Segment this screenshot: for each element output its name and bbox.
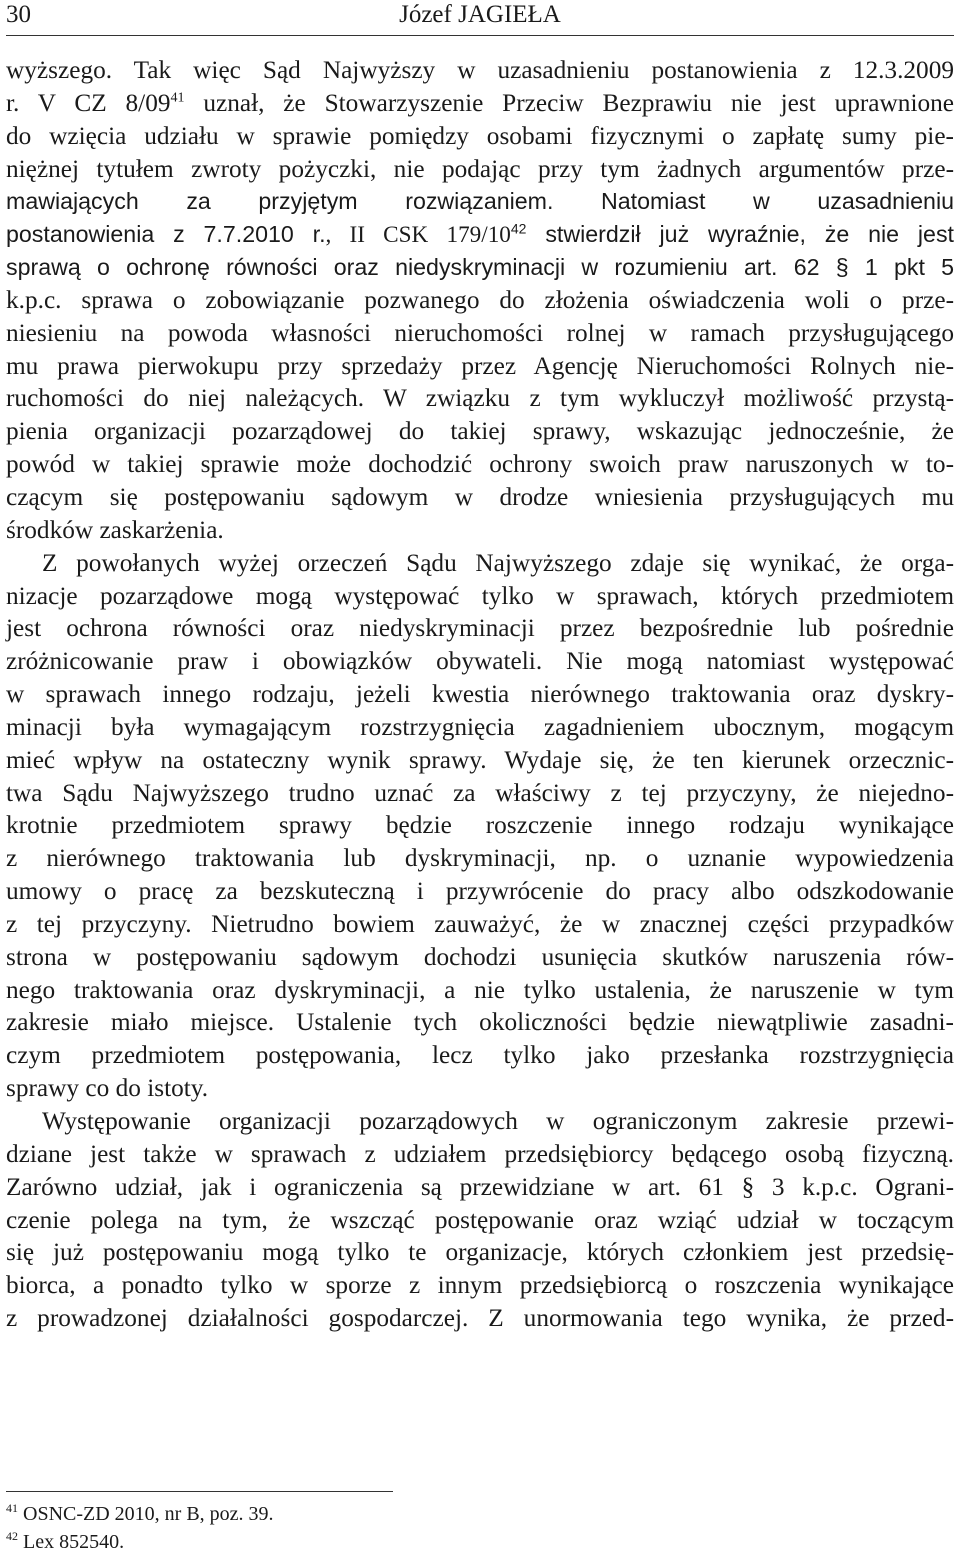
footnote-rule <box>6 1491 393 1492</box>
text-line: twa Sądu Najwyższego trudno uznać za właściwy z tej przyczyny, że niejedno- <box>6 778 954 807</box>
text-line: postanowienia z 7.7.2010 r., II CSK 179/10$^{42}$ stwierdził już wyraźnie, że nie jest <box>6 220 954 249</box>
author-name: Józef JAGIEŁA <box>399 1 561 28</box>
footnote-42: $^{42}$ Lex 852540. <box>6 1529 125 1553</box>
text-line: zróżnicowanie praw i obowiązków obywateli. Nie mogą natomiast występować <box>6 647 954 676</box>
text-line: mawiających za przyjętym rozwiązaniem. Natomiast w uzasadnieniu <box>6 188 954 215</box>
text-line: ruchomości do niej należących. W związku z tym wykluczył możliwość przystą- <box>6 384 954 413</box>
text-line: minacji była wymagającym rozstrzygnięcia zagadnieniem ubocznym, mogącym <box>6 712 954 741</box>
text-line: w sprawach innego rodzaju, jeżeli kwestia nierównego traktowania oraz dyskry- <box>6 680 954 709</box>
text-line: czym przedmiotem postępowania, lecz tylko jako przesłanka rozstrzygnięcia <box>6 1041 954 1070</box>
text-line: z tej przyczyny. Nietrudno bowiem zauważyć, że w znacznej części przypadków <box>6 909 954 938</box>
text-line: umowy o pracę za bezskuteczną i przywrócenie do pracy albo odszkodowanie <box>6 877 954 906</box>
header-rule <box>6 35 954 36</box>
text-line: nego traktowania oraz dyskryminacji, a nie tylko ustalenia, że naruszenie w tym <box>6 975 954 1004</box>
section-sign: § <box>741 1172 755 1201</box>
body-text <box>6 54 954 1335</box>
text-line: z nierównego traktowania lub dyskryminacji, np. o uznanie wypowiedzenia <box>6 844 954 873</box>
footnote-ref-42[interactable]: 42 <box>510 220 527 237</box>
footnote-ref-41[interactable]: 41 <box>170 90 185 106</box>
text-line: czącym się postępowaniu sądowym w drodze wniesienia przysługujących mu <box>6 482 954 511</box>
page-number: 30 <box>6 1 31 28</box>
text-line: zakresie miało miejsce. Ustalenie tych okoliczności będzie niewątpliwie zasadni- <box>6 1008 954 1037</box>
text-line: Występowanie organizacji pozarządowych w ograniczonym zakresie przewi- <box>42 1107 954 1135</box>
footnotes <box>6 1500 274 1556</box>
text-line: czenie polega na tym, że wszcząć postępowanie oraz wziąć udział w toczącym <box>6 1205 954 1234</box>
text-line: wyższego. Tak więc Sąd Najwyższy w uzasadnieniu postanowienia z 12.3.2009 <box>6 56 954 84</box>
text-line: nizacje pozarządowe mogą występować tylko w sprawach, których przedmiotem <box>6 581 954 610</box>
text-line: z prowadzonej działalności gospodarczej. Z unormowania tego wynika, że przed- <box>6 1304 954 1333</box>
running-header <box>6 0 954 30</box>
text-line: niesieniu na powoda własności nieruchomości rolnej w ramach przysługującego <box>6 318 954 347</box>
text-line: sprawą o ochronę równości oraz niedyskryminacji w rozumieniu art. 62 § 1 pkt 5 <box>6 254 954 281</box>
text-line: sprawy co do istoty. <box>6 1074 209 1103</box>
text-line: Zarówno udział, jak i ograniczenia są przewidziane w art. 61 § 3 k.p.c. Ograni- <box>6 1172 955 1201</box>
text-line: dziane jest także w sprawach z udziałem przedsiębiorcy będącego osobą fizyczną. <box>6 1139 954 1168</box>
text-line: Z powołanych wyżej orzeczeń Sądu Najwyższego zdaje się wynikać, że orga- <box>42 548 954 577</box>
text-line: do wzięcia udziału w sprawie pomiędzy osobami fizycznymi o zapłatę sumy pie- <box>6 121 954 150</box>
text-line: r. V CZ 8/09$^{41}$ uznał, że Stowarzyszenie Przeciw Bezprawiu nie jest uprawnione <box>6 88 954 117</box>
text-line: pienia organizacji pozarządowej do takiej sprawy, wskazując jednocześnie, że <box>6 417 954 446</box>
text-line: jest ochrona równości oraz niedyskryminacji przez bezpośrednie lub pośrednie <box>6 614 954 643</box>
text-line: mieć wpływ na ostateczny wynik sprawy. Wydaje się, że ten kierunek orzecznic- <box>6 745 954 774</box>
text-line: krotnie przedmiotem sprawy będzie roszczenie innego rodzaju wynikające <box>6 811 954 840</box>
footnote-41: $^{41}$ OSNC-ZD 2010, nr B, poz. 39. <box>6 1501 274 1525</box>
text-line: biorca, a ponadto tylko w sporze z innym przedsiębiorcą o roszczenia wynikające <box>6 1271 954 1300</box>
text-line: niężnej tytułem zwroty pożyczki, nie podając przy tym żadnych argumentów prze- <box>6 154 954 183</box>
section-sign: § <box>835 254 849 281</box>
text-line: mu prawa pierwokupu przy sprzedaży przez Agencję Nieruchomości Rolnych nie- <box>6 351 954 380</box>
text-line: się już postępowaniu mogą tylko te organizacje, których członkiem jest przedsię- <box>6 1238 954 1267</box>
document-page <box>6 0 954 1559</box>
text-line: k.p.c. sprawa o zobowiązanie pozwanego do złożenia oświadczenia woli o prze- <box>6 285 954 314</box>
text-line: środków zaskarżenia. <box>6 515 224 544</box>
text-line: strona w postępowaniu sądowym dochodzi usunięcia skutków naruszenia rów- <box>6 942 954 971</box>
text-line: powód w takiej sprawie może dochodzić ochrony swoich praw naruszonych w to- <box>6 450 954 479</box>
